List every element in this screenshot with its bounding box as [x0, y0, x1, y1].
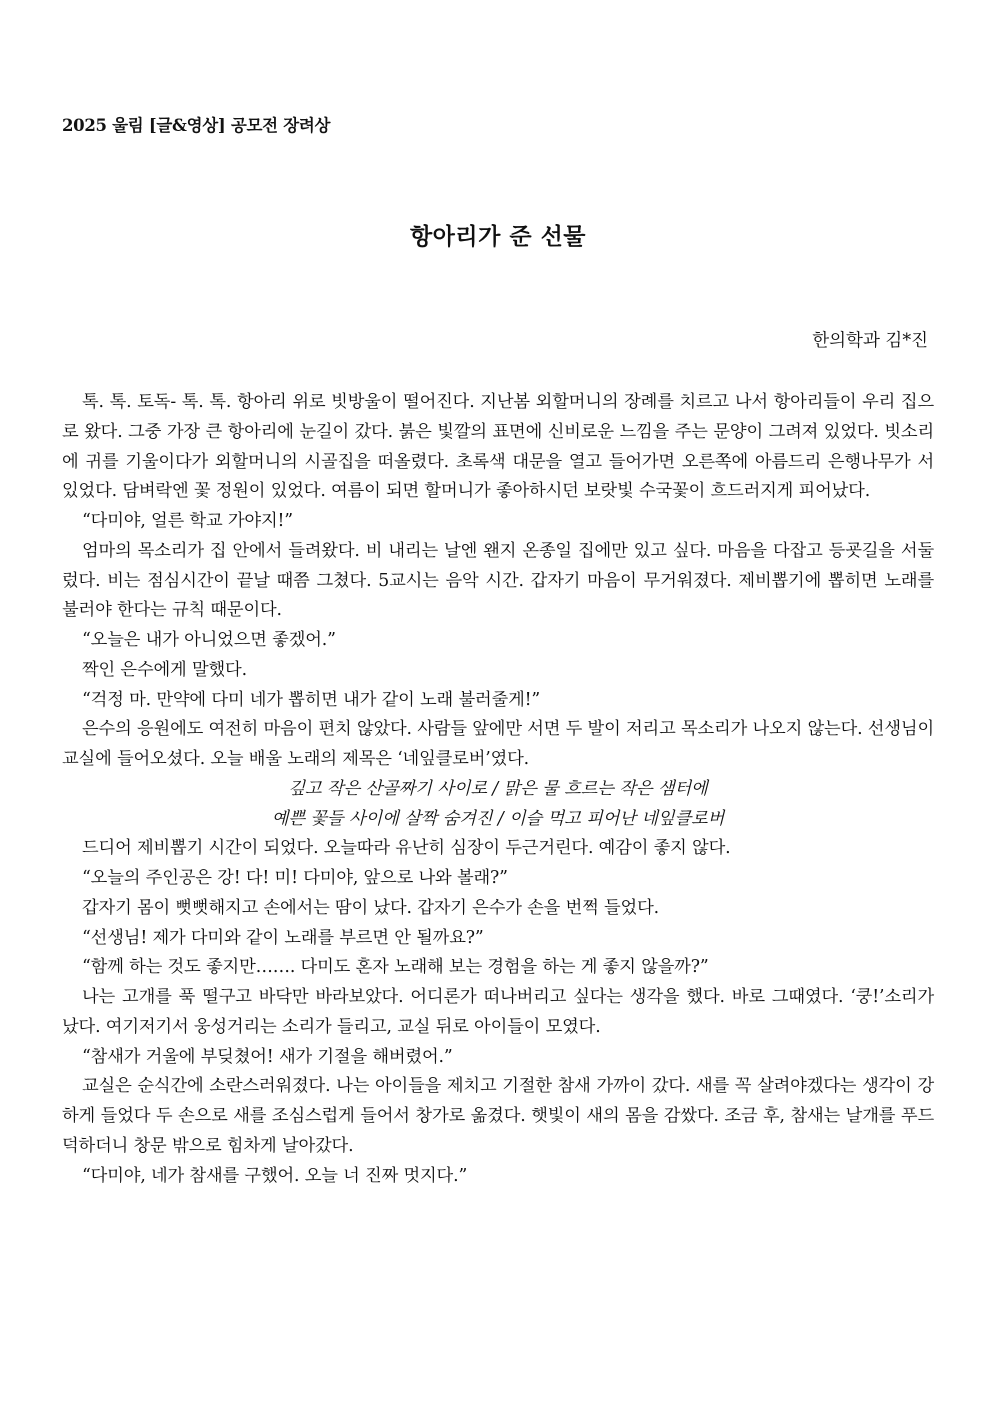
body-paragraph: 드디어 제비뽑기 시간이 되었다. 오늘따라 유난히 심장이 두근거린다. 예감이 좋지 않다.	[82, 838, 731, 859]
author-byline: 한의학과 김*진	[812, 331, 928, 351]
dialogue-paragraph: “다미야, 얼른 학교 가야지!”	[82, 511, 293, 531]
body-paragraph: 교실은 순식간에 소란스러워졌다. 나는 아이들을 제치고 기절한 참새 가까이 갔다. 새를 꼭 살려야겠다는 생각이 강하게 들었다 두 손으로 새를 조심스럽게 들어서 창가로 옮겼다. 햇빛이 새의 몸을 감쌌다. 조금 후, 참새는 날개를 푸드덕하더니 창문 밖으로 힘차게 날아갔다.	[62, 1076, 934, 1156]
dialogue-paragraph: “선생님! 제가 다미와 같이 노래를 부르면 안 될까요?”	[82, 927, 484, 948]
song-lyric-line: 깊고 작은 산골짜기 사이로 / 맑은 물 흐르는 작은 샘터에	[288, 778, 708, 799]
body-paragraph: 갑자기 몸이 뻣뻣해지고 손에서는 땀이 났다. 갑자기 은수가 손을 번쩍 들었다.	[82, 897, 659, 918]
body-paragraph: 톡. 톡. 토독- 톡. 톡. 항아리 위로 빗방울이 떨어진다. 지난봄 외할머니의 장례를 치르고 나서 항아리들이 우리 집으로 왔다. 그중 가장 큰 항아리에 눈길이 갔다. 붉은 빛깔의 표면에 신비로운 느낌을 주는 문양이 그려져 있었다. 빗소리에 귀를 기울이다가 외할머니의 시골집을 떠올렸다. 초록색 대문을 열고 들어가면 오른쪽에 아름드리 은행나무가 서 있었다. 담벼락엔 꽃 정원이 있었다. 여름이 되면 할머니가 좋아하시던 보랏빛 수국꽃이 흐드러지게 피어났다.	[62, 392, 934, 502]
body-paragraph: 짝인 은수에게 말했다.	[82, 659, 247, 680]
body-text	[62, 388, 934, 1191]
document-content	[62, 112, 934, 1191]
song-lyric-line: 예쁜 꽃들 사이에 살짝 숨겨진 / 이슬 먹고 피어난 네잎클로버	[271, 808, 725, 829]
dialogue-paragraph: “함께 하는 것도 좋지만……. 다미도 혼자 노래해 보는 경험을 하는 게 좋지 않을까?”	[82, 957, 709, 978]
dialogue-paragraph: “걱정 마. 만약에 다미 네가 뽑히면 내가 같이 노래 불러줄게!”	[82, 689, 541, 710]
contest-award-header: 2025 울림 [글&영상] 공모전 장려상	[62, 116, 331, 135]
body-paragraph: 은수의 응원에도 여전히 마음이 편치 않았다. 사람들 앞에만 서면 두 발이 저리고 목소리가 나오지 않는다. 선생님이 교실에 들어오셨다. 오늘 배울 노래의 제목은 ‘네잎클로버’였다.	[62, 719, 934, 769]
dialogue-paragraph: “오늘의 주인공은 강! 다! 미! 다미야, 앞으로 나와 볼래?”	[82, 868, 508, 888]
body-paragraph: 엄마의 목소리가 집 안에서 들려왔다. 비 내리는 날엔 왠지 온종일 집에만 있고 싶다. 마음을 다잡고 등굣길을 서둘렀다. 비는 점심시간이 끝날 때쯤 그쳤다. 5교시는 음악 시간. 갑자기 마음이 무거워졌다. 제비뽑기에 뽑히면 노래를 불러야 한다는 규칙 때문이다.	[62, 540, 934, 621]
page-title: 항아리가 준 선물	[409, 223, 587, 250]
dialogue-paragraph: “다미야, 네가 참새를 구했어. 오늘 너 진짜 멋지다.”	[82, 1165, 468, 1186]
dialogue-paragraph: “오늘은 내가 아니었으면 좋겠어.”	[82, 630, 336, 650]
body-paragraph: 나는 고개를 푹 떨구고 바닥만 바라보았다. 어디론가 떠나버리고 싶다는 생각을 했다. 바로 그때였다. ‘쿵!’소리가 났다. 여기저기서 웅성거리는 소리가 들리고, 교실 뒤로 아이들이 모였다.	[62, 987, 934, 1037]
dialogue-paragraph: “참새가 거울에 부딪쳤어! 새가 기절을 해버렸어.”	[82, 1046, 453, 1067]
